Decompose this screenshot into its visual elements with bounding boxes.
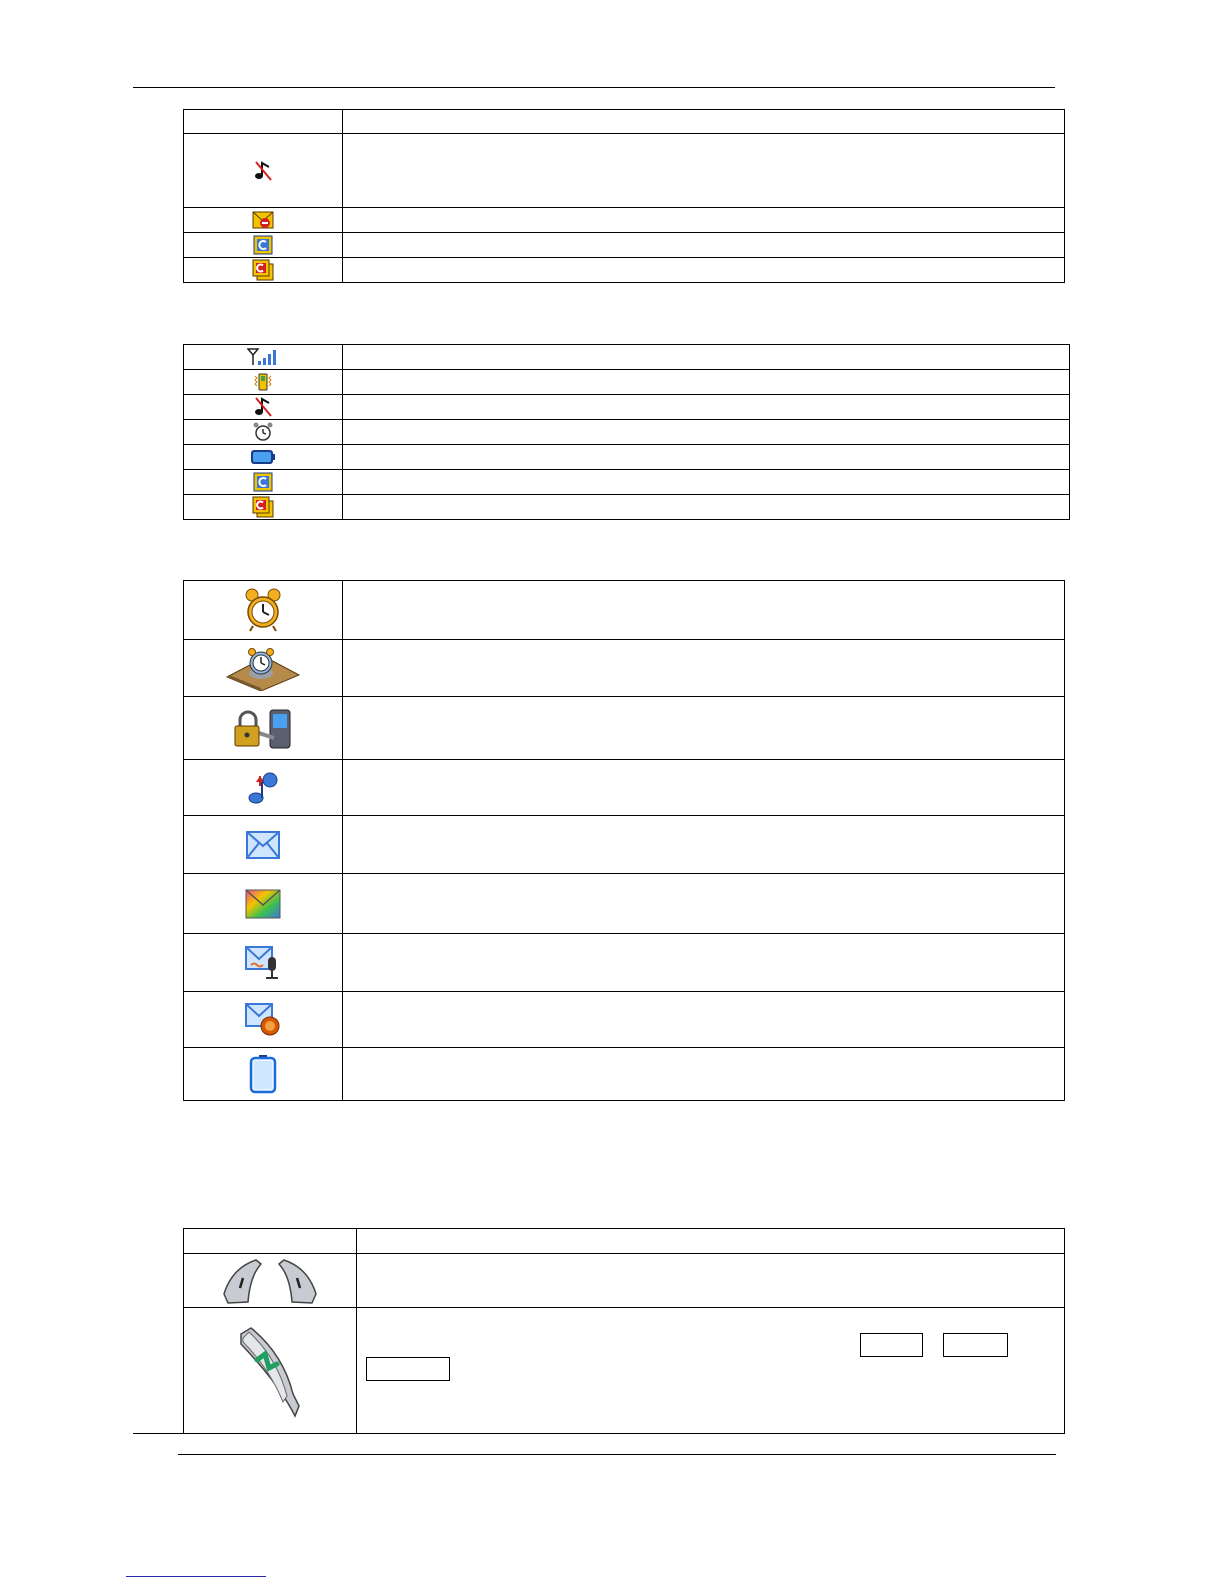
icon-table-1 [183, 109, 1065, 283]
signal-strength-icon [247, 348, 279, 366]
table-row [184, 581, 1065, 640]
description-cell [343, 233, 1065, 258]
icon-cell [184, 1254, 357, 1308]
header-cell-icon [184, 110, 343, 134]
footer-rule-bottom [178, 1454, 1056, 1455]
description-cell [343, 581, 1065, 640]
table-row [184, 816, 1065, 874]
icon-cell [184, 345, 343, 370]
icon-cell [184, 233, 343, 258]
table-row [184, 934, 1065, 992]
icon-cell [184, 1048, 343, 1101]
header-cell-key [184, 1229, 357, 1254]
vibrate-icon [253, 372, 273, 392]
inline-key-box-3 [366, 1357, 450, 1381]
description-cell [343, 874, 1065, 934]
send-key-icon [235, 1324, 305, 1418]
icon-cell [184, 370, 343, 395]
soft-keys-icon [220, 1256, 320, 1306]
description-cell [343, 134, 1065, 208]
table-row [184, 258, 1065, 283]
table-row [184, 992, 1065, 1048]
description-cell [343, 445, 1070, 470]
icon-cell [184, 208, 343, 233]
icon-cell [184, 445, 343, 470]
inline-key-box-2 [943, 1333, 1008, 1357]
icon-cell [184, 258, 343, 283]
description-cell [343, 370, 1070, 395]
description-cell [343, 697, 1065, 760]
table-row [184, 420, 1070, 445]
description-cell [343, 934, 1065, 992]
description-cell [343, 208, 1065, 233]
table-header-row [184, 1229, 1065, 1254]
description-cell [343, 495, 1070, 520]
description-cell [343, 258, 1065, 283]
ringer-off-icon [253, 396, 273, 418]
icon-cell [184, 640, 343, 697]
table-row [184, 445, 1070, 470]
table-row [184, 395, 1070, 420]
ringer-off-icon [253, 160, 273, 182]
description-cell [343, 395, 1070, 420]
alarm-icon [252, 421, 274, 443]
description-cell [343, 470, 1070, 495]
header-rule [133, 87, 1055, 88]
icon-table-3 [183, 580, 1065, 1101]
icon-cell [184, 816, 343, 874]
cb-messages-stack-icon [252, 496, 274, 518]
icon-cell [184, 1308, 357, 1434]
table-row [184, 495, 1070, 520]
icon-cell [184, 760, 343, 816]
icon-cell [184, 470, 343, 495]
table-row [184, 1308, 1065, 1434]
description-cell [343, 1048, 1065, 1101]
key-table [183, 1228, 1065, 1434]
description-cell [343, 992, 1065, 1048]
footer-link-underline[interactable] [126, 1576, 266, 1577]
icon-cell [184, 420, 343, 445]
icon-cell [184, 581, 343, 640]
desk-alarm-icon [225, 645, 301, 691]
alarm-clock-icon [243, 588, 283, 632]
icon-cell [184, 934, 343, 992]
cb-message-icon [253, 235, 273, 255]
description-cell [357, 1308, 1065, 1434]
icon-cell [184, 134, 343, 208]
cb-messages-stack-icon [252, 259, 274, 281]
voice-message-icon [245, 945, 281, 981]
table-header-row [184, 110, 1065, 134]
description-cell [357, 1254, 1065, 1308]
table-row [184, 640, 1065, 697]
description-cell [343, 420, 1070, 445]
table-row [184, 134, 1065, 208]
icon-cell [184, 395, 343, 420]
icon-table-2 [183, 344, 1070, 520]
table-row [184, 1254, 1065, 1308]
table-row [184, 345, 1070, 370]
cb-message-icon [253, 472, 273, 492]
description-cell [343, 816, 1065, 874]
icon-cell [184, 495, 343, 520]
table-row [184, 760, 1065, 816]
table-row [184, 470, 1070, 495]
table-row [184, 208, 1065, 233]
battery-low-icon [249, 1054, 277, 1094]
header-cell-description [343, 110, 1065, 134]
icon-cell [184, 697, 343, 760]
header-cell-description [357, 1229, 1065, 1254]
battery-icon [250, 448, 276, 466]
icon-cell [184, 992, 343, 1048]
table-row [184, 233, 1065, 258]
wap-push-icon [245, 1003, 281, 1037]
phone-lock-icon [230, 704, 296, 752]
icon-cell [184, 874, 343, 934]
voice-mail-icon [246, 770, 280, 806]
description-cell [343, 345, 1070, 370]
footer-rule-top [133, 1433, 1063, 1434]
mms-envelope-icon [245, 889, 281, 919]
description-cell [343, 760, 1065, 816]
missed-call-icon [252, 210, 274, 230]
table-row [184, 370, 1070, 395]
table-row [184, 697, 1065, 760]
table-row [184, 874, 1065, 934]
inline-key-box-1 [860, 1333, 923, 1357]
table-row [184, 1048, 1065, 1101]
sms-envelope-icon [246, 831, 280, 859]
description-cell [343, 640, 1065, 697]
